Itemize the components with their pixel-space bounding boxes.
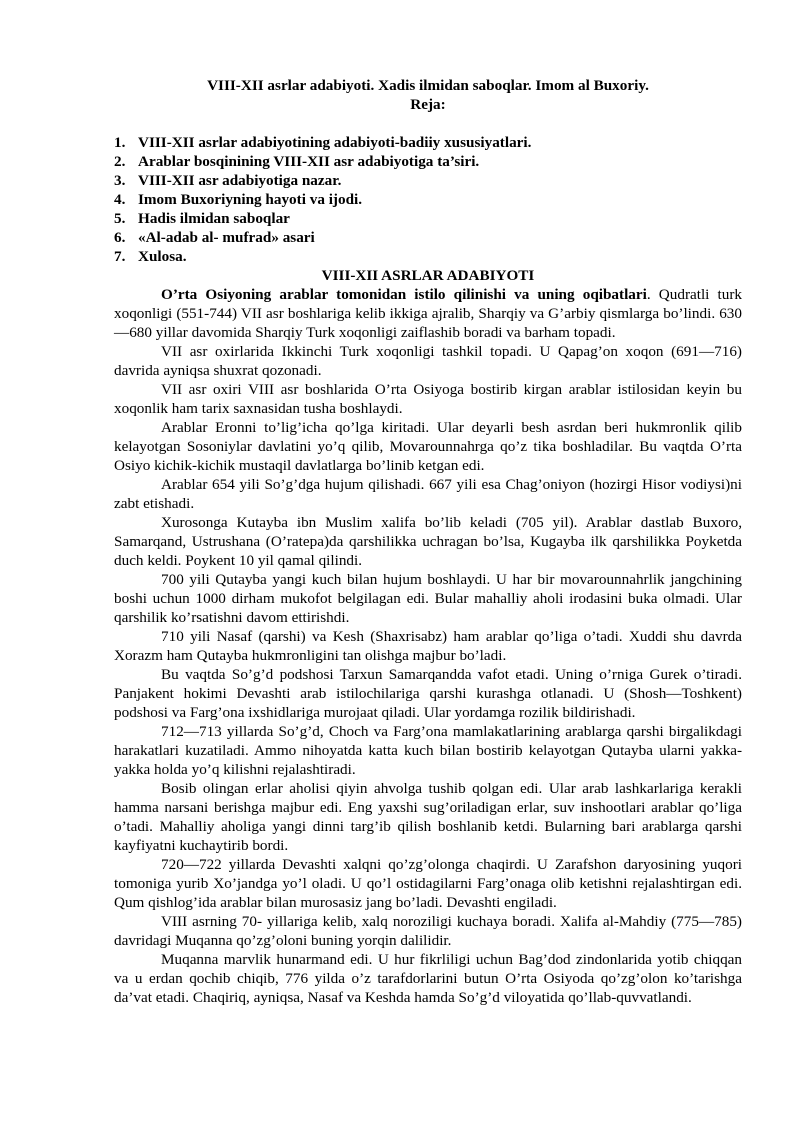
plan-heading: Reja: [410,96,446,113]
body-paragraph: Arablar 654 yili So’g’dga hujum qilishadi. 667 yili esa Chag’oniyon (hozirgi Hisor vodiysi)ni zabt etishadi. [114,476,742,512]
plan-item-text: Imom Buxoriyning hayoti va ijodi. [138,191,363,208]
plan-item-text: Arablar bosqinining VIII-XII asr adabiyotiga ta’siri. [138,153,480,170]
body-paragraph: Bosib olingan erlar aholisi qiyin ahvolga tushib qolgan edi. Ular arab lashkarlariga kerakli hamma narsani berishga majbur edi. Eng yaxshi sug’oriladigan erlar, suv inshootlari arablar qo’liga o’tadi. Mahalliy aholiga yangi dinni targ’ib qilish boshlanib ketdi. Bularning bari arablarga qarshi kayfiyatni kuchaytirib bordi. [114,780,742,854]
plan-item [114,247,742,266]
body-paragraph: 700 yili Qutayba yangi kuch bilan hujum boshlaydi. U har bir movarounnahrlik jangchining boshi uchun 1000 dirham mukofot belgilagan edi. Bular mahalliy aholi irodasini buka olmadi. Ular qarshilik ko’rsatishni davom ettirishdi. [114,571,742,626]
lead-text: . Qudratli turk xoqonligi (551-744) VII asr boshlariga kelib ikkiga ajralib, Sharqiy va G’arbiy qismlarga bo’lindi. 630—680 yillar davomida Sharqiy Turk xoqonligi zaiflashib boradi va barham topadi. [114,286,742,341]
body-paragraph: Muqanna marvlik hunarmand edi. U hur fikrliligi uchun Bag’dod zindonlarida yotib chiqqan va u erdan qochib chiqib, 776 yilda o’z tarafdorlarini butun O’rta Osiyoda qo’zg’olon ko’tarishga da’vat etadi. Chaqiriq, ayniqsa, Nasaf va Keshda hamda So’g’d viloyatida qo’llab-quvvatlandi. [114,951,742,1006]
body-paragraph: VII asr oxirlarida Ikkinchi Turk xoqonligi tashkil topadi. U Qapag’on xoqon (691—716) davrida ayniqsa shuxrat qozonadi. [114,343,742,379]
body-paragraph: 720—722 yillarda Devashti xalqni qo’zg’olonga chaqirdi. U Zarafshon daryosining yuqori tomoniga yurib Xo’jandga yo’l oladi. U qo’l ostidagilarni Farg’onaga olib ketishni rejalashtirgan edi. Qum qishlog’ida arablar bilan murosasiz jang bo’ladi. Devashti engiladi. [114,856,742,911]
plan-item [114,209,742,228]
body-paragraph: Xurosonga Kutayba ibn Muslim xalifa bo’lib keladi (705 yil). Arablar dastlab Buxoro, Samarqand, Ustrushana (O’ratepa)da qarshilikka uchragan bo’lsa, Kugayba ilk qarshilikka Poyketda duch keldi. Poykent 10 yil qamal qilindi. [114,514,742,569]
document-page [114,76,742,1007]
body-paragraph: 712—713 yillarda So’g’d, Choch va Farg’ona mamlakatlarining arablarga qarshi birgalikdagi harakatlari kuzatiladi. Ammo nihoyatda katta kuch bilan bostirib kelayotgan Qutayba ularni yakka-yakka holda yo’q kilishni rejalashtiradi. [114,723,742,778]
plan-item-number: 2. [114,153,126,170]
plan-item-number: 5. [114,210,126,227]
plan-item-text: Xulosa. [138,248,187,265]
plan-item-number: 7. [114,248,126,265]
plan-item-text: VIII-XII asr adabiyotiga nazar. [138,172,342,189]
plan-item [114,190,742,209]
document-title: VIII-XII asrlar adabiyoti. Xadis ilmidan saboqlar. Imom al Buxoriy. [207,77,649,94]
plan-item-number: 3. [114,172,126,189]
plan-item-text: «Al-adab al- mufrad» asari [138,229,315,246]
plan-item [114,152,742,171]
body-paragraph: 710 yili Nasaf (qarshi) va Kesh (Shaxrisabz) ham arablar qo’liga o’tadi. Xuddi shu davrda Xorazm ham Qutayba hukmronligini tan olishga majbur bo’ladi. [114,628,742,664]
plan-item-number: 4. [114,191,126,208]
plan-item-text: VIII-XII asrlar adabiyotining adabiyoti-badiiy xususiyatlari. [138,134,532,151]
section-heading: VIII-XII ASRLAR ADABIYOTI [321,267,535,284]
plan-item [114,133,742,152]
plan-item [114,228,742,247]
plan-item-number: 6. [114,229,126,246]
plan-list [114,133,742,266]
plan-item [114,171,742,190]
body-paragraph: VIII asrning 70- yillariga kelib, xalq noroziligi kuchaya boradi. Xalifa al-Mahdiy (775—785) davridagi Muqanna qo’zg’oloni buning yorqin dalilidir. [114,913,742,949]
body-paragraph: Bu vaqtda So’g’d podshosi Tarxun Samarqandda vafot etadi. Uning o’rniga Gurek o’tiradi. Panjakent hokimi Devashti arab istilochilariga qarshi kurashga otlanadi. U (Shosh—Toshkent) podshosi va Farg’ona ixshidlariga murojaat qiladi. Ular yordamga rozilik bildirishadi. [114,666,742,721]
plan-item-number: 1. [114,134,126,151]
lead-paragraph [114,285,742,342]
plan-item-text: Hadis ilmidan saboqlar [138,210,290,227]
lead-bold-text: O’rta Osiyoning arablar tomonidan istilo qilinishi va uning oqibatlari [161,286,647,303]
body-paragraph: Arablar Eronni to’lig’icha qo’lga kiritadi. Ular deyarli besh asrdan beri hukmronlik qilib kelayotgan Sosoniylar davlatini yo’q qilib, Movarounnahrga qo’z tika boshladilar. Bu vaqtda O’rta Osiyo kichik-kichik mustaqil davlatlarga bo’linib ketgan edi. [114,419,742,474]
body-paragraph: VII asr oxiri VIII asr boshlarida O’rta Osiyoga bostirib kirgan arablar istilosidan keyin bu xoqonlik ham tarix saxnasidan tusha boshlaydi. [114,381,742,417]
